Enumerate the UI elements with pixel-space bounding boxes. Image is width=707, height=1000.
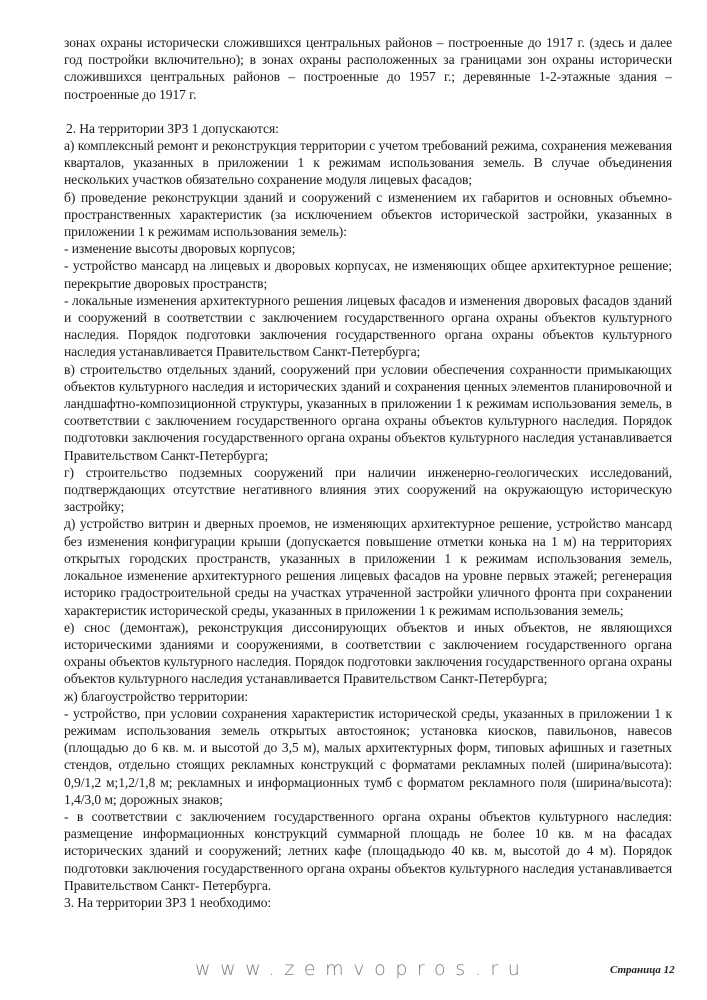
item-b: б) проведение реконструкции зданий и сооружений с изменением их габаритов и основных объемно-пространственных характеристик (за исключением объектов исторической застройки, указанных в приложении 1 к режимам использования земель): <box>64 189 672 240</box>
item-a: а) комплексный ремонт и реконструкция территории с учетом требований режима, сохранения межевания кварталов, указанных в приложении 1 к режимам использования земель. В случае объединения нескольких участков обязательно сохранение модуля лицевых фасадов; <box>64 138 672 188</box>
item-zh: ж) благоустройство территории: <box>64 688 249 704</box>
item-b-sub-3: - локальные изменения архитектурного решения лицевых фасадов и изменения дворовых фасадов зданий и сооружений в соответствии с заключением государственного органа охраны объектов культурного наследия. Порядок подготовки заключения государственного органа охраны объектов культурного наследия устанавливается Правительством Санкт-Петербурга; <box>64 292 672 360</box>
item-zh-sub-2: - в соответствии с заключением государственного органа охраны объектов культурного наследия: размещение информационных конструкций суммарной площадь не более 10 кв. м на фасадах исторических зданий и сооружений; летних кафе (площадьюдо 40 кв. м, высотой до 4 м). Порядок подготовки заключения государственного органа охраны объектов культурного наследия устанавливается Правительством Санкт- Петербурга. <box>64 808 672 893</box>
page-number: Страница 12 <box>610 964 675 976</box>
item-g: г) строительство подземных сооружений при наличии инженерно-геологических исследований, подтверждающих отсутствие негативного влияния этих сооружений на окружающую историческую застройку; <box>64 464 672 515</box>
intro-paragraph: зонах охраны исторически сложившихся центральных районов – построенные до 1917 г. (здесь и далее год постройки включительно); в зонах охраны расположенных за границами зон охраны исторически сложившихся центральных районов – построенные до 1957 г.; деревянные 1-2-этажные здания – построенные до 1917 г. <box>64 35 672 102</box>
item-v: в) строительство отдельных зданий, сооружений при условии обеспечения сохранности примыкающих объектов культурного наследия и исторических зданий и сохранения ценных элементов планировочной и ландшафтно-композиционной структуры, указанных в приложении 1 к режимам использования земель, в соответствии с заключением государственного органа охраны объектов культурного наследия. Порядок подготовки заключения государственного органа охраны объектов культурного наследия устанавливается Правительством Санкт-Петербурга; <box>64 361 672 463</box>
item-zh-sub-1: - устройство, при условии сохранения характеристик исторической среды, указанных в приложении 1 к режимам использования земель открытых автостоянок; установка киосков, павильонов, навесов (площадью до 6 кв. м. и высотой до 3,5 м), малых архитектурных форм, типовых афишных и газетных стендов, отдельно стоящих рекламных конструкций с форматами рекламных полей (ширина/высота): 0,9/1,2 м;1,2/1,8 м; рекламных и информационных тумб с форматом рекламного поля (ширина/высота): 1,4/3,0 м; дорожных знаков; <box>64 705 672 807</box>
document-body <box>64 34 672 911</box>
section-2-heading: 2. На территории ЗРЗ 1 допускаются: <box>66 120 279 136</box>
item-b-sub-1: - изменение высоты дворовых корпусов; <box>64 241 296 257</box>
footer-website: www.zemvopros.ru <box>195 958 530 980</box>
item-e: е) снос (демонтаж), реконструкция диссонирующих объектов и иных объектов, не являющихся историческими зданиями и сооружениями, в соответствии с заключением государственного органа охраны объектов культурного наследия. Порядок подготовки заключения государственного органа охраны объектов культурного наследия устанавливается Правительством Санкт-Петербурга; <box>64 619 672 687</box>
item-d: д) устройство витрин и дверных проемов, не изменяющих архитектурное решение, устройство мансард без изменения конфигурации крыши (допускается повышение отметки конька на 1 м) на территориях открытых городских пространств, указанных в приложении 1 к режимам использования земель, локальное изменение архитектурного решения лицевых фасадов на уровне первых этажей; регенерация историко градостроительной среды на участках утраченной застройки уличного фронта при сохранении характеристик исторической среды, указанных в приложении 1 к режимам использования земель; <box>64 516 672 618</box>
paragraph-spacer <box>64 103 672 120</box>
section-3-heading: 3. На территории ЗРЗ 1 необходимо: <box>64 894 272 910</box>
item-b-sub-2: - устройство мансард на лицевых и дворовых корпусах, не изменяющих общее архитектурное решение; перекрытие дворовых пространств; <box>64 258 672 291</box>
